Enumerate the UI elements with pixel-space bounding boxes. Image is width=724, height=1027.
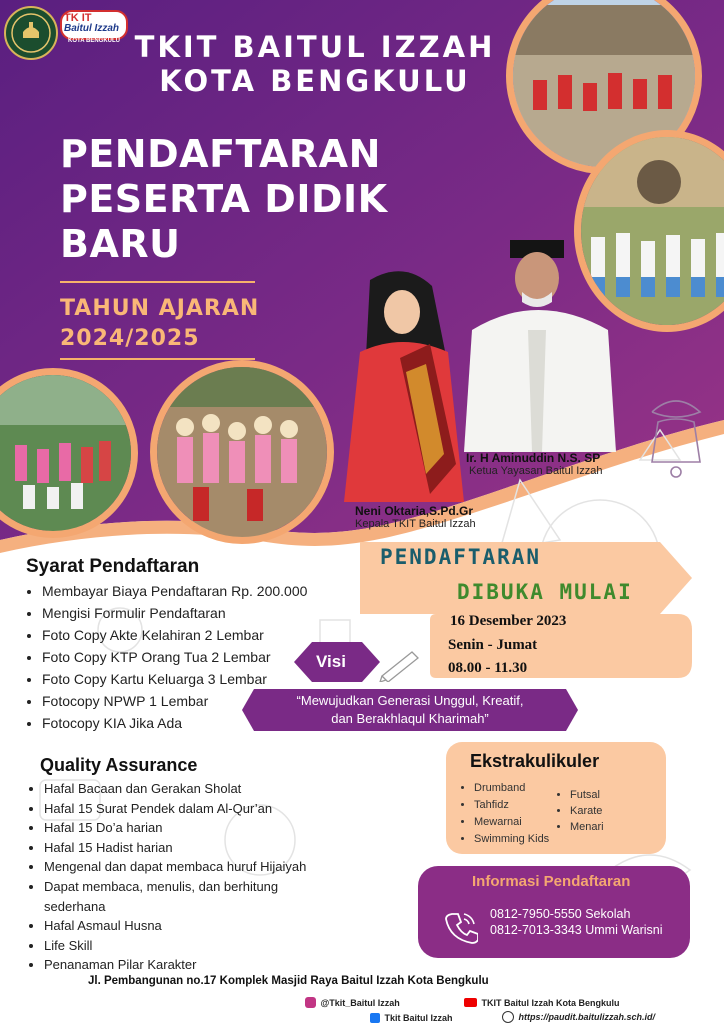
list-item: • Foto Copy KTP Orang Tua 2 Lembar xyxy=(42,646,340,668)
logo-line2: Baitul Izzah xyxy=(64,23,120,34)
academic-year xyxy=(60,294,259,354)
list-item: • Drumband xyxy=(474,781,549,796)
contact-phones xyxy=(490,906,663,938)
instagram-handle: @Tkit_Baitul Izzah xyxy=(320,997,400,1008)
visi-statement xyxy=(250,692,570,728)
headmistress-caption xyxy=(355,504,505,530)
youtube-icon xyxy=(464,998,477,1007)
school-name-line2: KOTA BENGKULU xyxy=(159,64,471,98)
main-title xyxy=(60,132,420,267)
list-item: • Menari xyxy=(570,820,604,835)
mosque-icon xyxy=(6,8,56,58)
title-divider xyxy=(60,281,255,283)
chairman-role: Ketua Yayasan Baitul Izzah xyxy=(469,465,603,477)
list-item: • Foto Copy Akte Kelahiran 2 Lembar xyxy=(42,624,340,646)
year-label: TAHUN AJARAN xyxy=(60,296,260,321)
chairman-name: Ir. H Aminuddin N.S. SP xyxy=(466,451,601,465)
phone-ummi: 0812-7013-3343 Ummi Warisni xyxy=(490,923,663,937)
list-item: • Hafal 15 Do’a harian xyxy=(44,818,314,838)
list-item: • Fotocopy KIA Jika Ada xyxy=(42,712,340,734)
visi-label: Visi xyxy=(316,652,346,671)
extracurricular-box xyxy=(446,742,666,854)
visi-line1: “Mewujudkan Generasi Unggul, Kreatif, xyxy=(296,693,524,708)
title-line3: BARU xyxy=(60,222,181,266)
quality-section xyxy=(22,755,352,975)
facebook-page: Tkit Baitul Izzah xyxy=(384,1012,453,1023)
title-line2: PESERTA DIDIK xyxy=(60,177,388,221)
requirements-title: Syarat Pendaftaran xyxy=(26,556,200,577)
year-value: 2024/2025 xyxy=(60,326,200,351)
facebook-icon xyxy=(370,1013,380,1023)
list-item: • Dapat membaca, menulis, dan berhitung sederhana xyxy=(44,877,314,916)
list-item: • Penanaman Pilar Karakter xyxy=(44,955,314,975)
list-item: • Hafal 15 Surat Pendek dalam Al-Qur’an xyxy=(44,799,314,819)
website-link[interactable] xyxy=(502,1008,655,1026)
registration-subheading: DIBUKA MULAI xyxy=(457,580,633,604)
facebook-link[interactable] xyxy=(370,1009,452,1027)
extracurricular-col2 xyxy=(554,788,604,835)
contact-info-title: Informasi Pendaftaran xyxy=(472,873,631,890)
list-item: • Mengisi Formulir Pendaftaran xyxy=(42,602,340,624)
list-item: • Hafal Asmaul Husna xyxy=(44,916,314,936)
list-item: • Hafal 15 Hadist harian xyxy=(44,838,314,858)
headmistress-photo xyxy=(340,262,468,506)
list-item: • Tahfidz xyxy=(474,798,549,813)
logo-line1: TK IT xyxy=(64,12,92,24)
footer-address: Jl. Pembangunan no.17 Komplek Masjid Raya Baitul Izzah Kota Bengkulu xyxy=(88,975,489,987)
phone-icon xyxy=(444,910,478,944)
extracurricular-title: Ekstrakulikuler xyxy=(470,751,600,771)
list-item: • Karate xyxy=(570,804,604,819)
registration-days: Senin - Jumat xyxy=(448,637,538,653)
title-line1: PENDAFTARAN xyxy=(60,132,381,176)
tkit-logo xyxy=(58,8,126,50)
school-name xyxy=(130,30,500,98)
list-item: • Life Skill xyxy=(44,936,314,956)
contact-info-box xyxy=(418,866,690,958)
registration-heading: PENDAFTARAN xyxy=(380,545,542,569)
instagram-icon xyxy=(305,997,316,1008)
youtube-channel: TKIT Baitul Izzah Kota Bengkulu xyxy=(481,997,620,1008)
quality-list xyxy=(22,779,314,975)
list-item: • Hafal Bacaan dan Gerakan Sholat xyxy=(44,779,314,799)
website-url: https://paudit.baitulizzah.sch.id/ xyxy=(518,1011,655,1022)
quality-title: Quality Assurance xyxy=(40,755,198,775)
chairman-photo xyxy=(462,230,618,452)
list-item: • Mewarnai xyxy=(474,815,549,830)
list-item: • Swimming Kids xyxy=(474,832,549,847)
pencil-doodle-icon xyxy=(378,646,424,682)
phone-school: 0812-7950-5550 Sekolah xyxy=(490,907,631,921)
extracurricular-col1 xyxy=(458,781,549,847)
school-emblem-logo xyxy=(4,6,58,60)
visi-line2: dan Berakhlaqul Kharimah” xyxy=(331,711,489,726)
list-item: • Fotocopy NPWP 1 Lembar xyxy=(42,690,340,712)
photo-class-pink xyxy=(150,360,334,544)
list-item: • Mengenal dan dapat membaca huruf Hijaiyah xyxy=(44,857,314,877)
list-item: • Membayar Biaya Pendaftaran Rp. 200.000 xyxy=(42,580,340,602)
bell-icon xyxy=(640,392,712,484)
list-item: • Foto Copy Kartu Keluarga 3 Lembar xyxy=(42,668,340,690)
year-divider xyxy=(60,358,255,360)
chairman-caption xyxy=(466,451,626,477)
registration-hours: 08.00 - 11.30 xyxy=(448,660,528,676)
school-name-line1: TKIT BAITUL IZZAH xyxy=(134,30,496,64)
registration-date: 16 Desember 2023 xyxy=(450,613,567,629)
headmistress-name: Neni Oktaria,S.Pd.Gr xyxy=(355,504,474,518)
list-item: • Futsal xyxy=(570,788,604,803)
logo-line3: KOTA BENGKULU xyxy=(68,38,120,44)
headmistress-role: Kepala TKIT Baitul Izzah xyxy=(355,518,476,530)
globe-icon xyxy=(502,1011,514,1023)
